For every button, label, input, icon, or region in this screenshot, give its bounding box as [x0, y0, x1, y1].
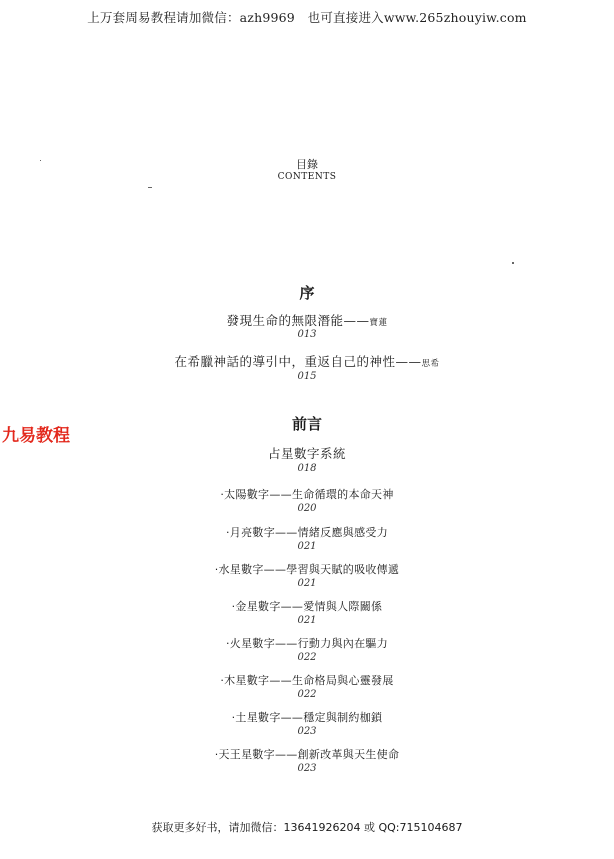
toc-title: 目錄	[296, 158, 318, 171]
page-number: 018	[297, 463, 317, 474]
footer-contact: 获取更多好书，请加微信：13641926204 或 QQ:715104687	[151, 821, 463, 834]
toc-entry: ·火星數字——行動力與內在驅力	[226, 637, 388, 650]
entry-title: 發現生命的無限潛能——	[226, 313, 370, 328]
preface-heading: 序	[299, 284, 315, 302]
toc-subtitle: CONTENTS	[277, 172, 337, 182]
toc-entry: ·水星數字——學習與天賦的吸收傳遞	[214, 563, 400, 576]
page-number: 021	[297, 615, 317, 626]
scan-speck	[148, 187, 152, 188]
header-ad-text: 上万套周易教程请加微信：azh9969 也可直接进入www.265zhouyiw.com	[87, 10, 527, 25]
toc-entry: ·天王星數字——創新改革與天生使命	[214, 748, 400, 761]
toc-entry-main: 占星數字系統	[267, 446, 346, 461]
toc-entry: ·木星數字——生命格局與心靈發展	[220, 674, 394, 687]
toc-entry	[0, 311, 614, 329]
page-number: 022	[297, 689, 317, 700]
page-number: 022	[297, 652, 317, 663]
page-number: 021	[297, 541, 317, 552]
page-number: 023	[297, 763, 317, 774]
entry-author: 思希	[421, 359, 440, 369]
page-number: 023	[297, 726, 317, 737]
toc-entry: ·太陽數字——生命循環的本命天神	[220, 488, 394, 501]
entry-title: 在希臘神話的導引中，重返自己的神性——	[174, 354, 422, 369]
watermark-badge: 九易教程	[2, 426, 70, 446]
scan-speck	[512, 262, 514, 264]
toc-entry: ·月亮數字——情緒反應與感受力	[226, 526, 388, 539]
toc-entry: ·金星數字——愛情與人際關係	[231, 600, 383, 613]
page-number: 015	[297, 371, 317, 382]
page-number: 013	[297, 329, 317, 340]
page-number: 020	[297, 503, 317, 514]
entry-author: 寶蓮	[369, 318, 388, 328]
foreword-heading: 前言	[291, 415, 322, 433]
toc-entry: ·土星數字——穩定與制約枷鎖	[231, 711, 383, 724]
toc-entry	[0, 352, 614, 370]
page-number: 021	[297, 578, 317, 589]
